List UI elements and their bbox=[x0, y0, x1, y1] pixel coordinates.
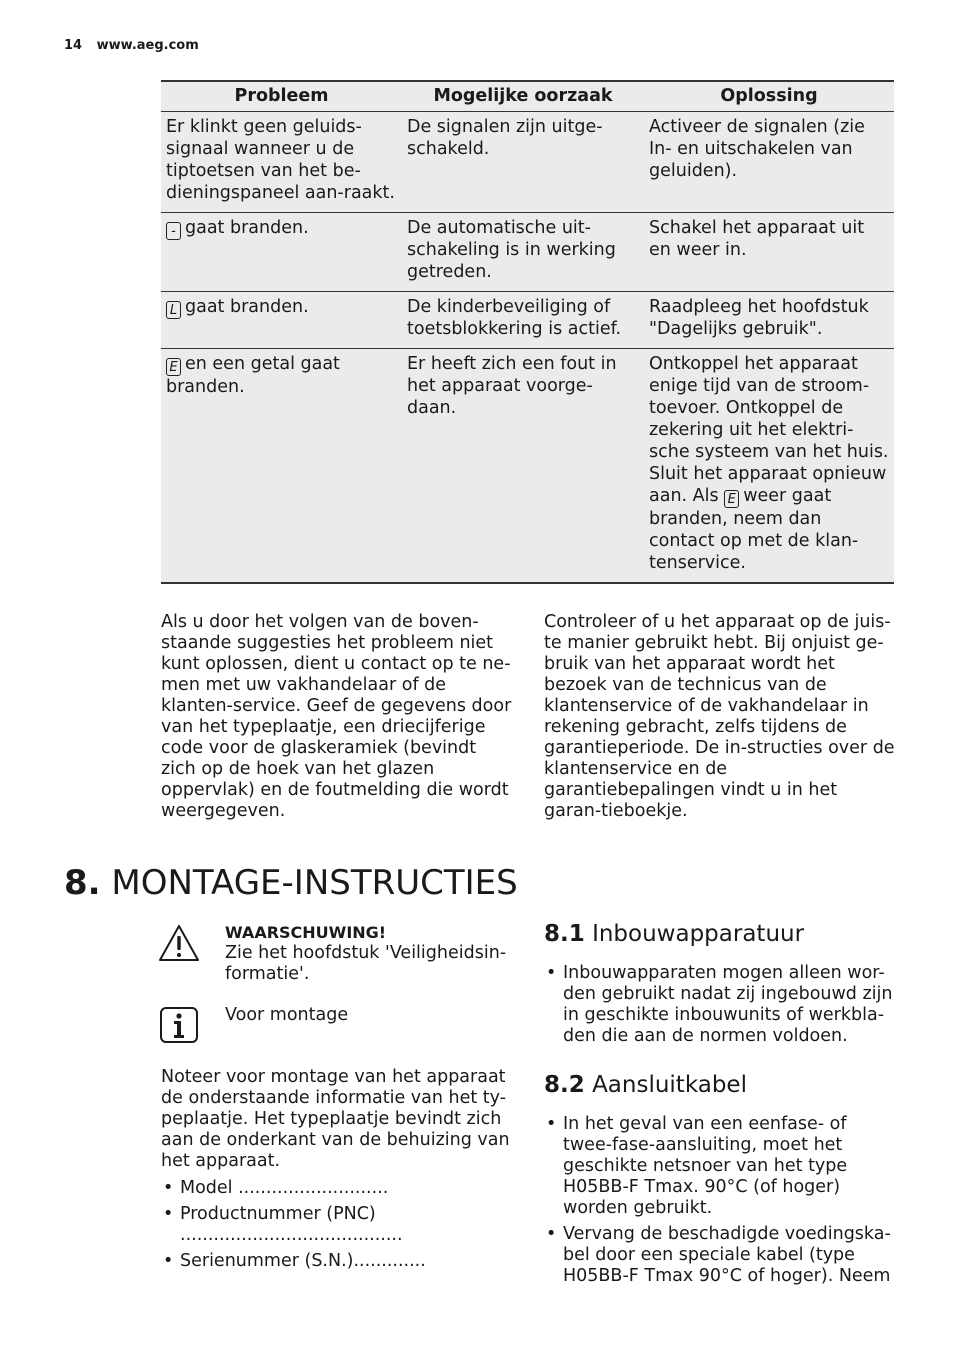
cause-cell: Er heeft zich een fout in het apparaat voorge-daan. bbox=[402, 349, 644, 584]
built-in-list bbox=[544, 963, 894, 1052]
support-paragraph: Als u door het volgen van de boven-staande suggesties het probleem niet kunt oplossen, dient u contact op te ne-men met uw vakhandelaar of de klanten-service. Geef de gegevens door van het typeplaatje, een driecijferige code voor de glaskeramiek (bevindt zich op de hoek van het glazen oppervlak) en de foutmelding die wordt weergegeven. bbox=[161, 612, 512, 821]
troubleshooting-table bbox=[161, 80, 894, 584]
subsection-title bbox=[544, 920, 804, 948]
subsection-number: 8.2 bbox=[544, 1072, 585, 1098]
list-item: • Productnummer (PNC) ........................................ bbox=[161, 1204, 461, 1246]
cause-cell: De automatische uit-schakeling is in werking getreden. bbox=[402, 213, 644, 292]
list-item: • In het geval van een eenfase- of twee-fase-aansluiting, moet het geschikte netsnoer van het type H05BB-F Tmax. 90°C (of hoger) worden gebruikt. bbox=[544, 1114, 894, 1219]
display-symbol-icon: L bbox=[166, 301, 181, 319]
problem-text: gaat branden. bbox=[185, 218, 309, 238]
section-number: 8. bbox=[64, 863, 101, 903]
table-header-row bbox=[161, 81, 894, 112]
solution-text: weer gaat branden, neem dan contact op met de klan-tenservice. bbox=[649, 486, 859, 573]
info-text: Voor montage bbox=[225, 1005, 349, 1025]
subsection-title-text: Inbouwapparatuur bbox=[592, 921, 805, 947]
problem-text: gaat branden. bbox=[185, 297, 309, 317]
list-item: • Inbouwapparaten mogen alleen wor-den gebruikt nadat zij ingebouwd zijn in geschikte inbouwunits of werkbla-den die aan de normen voldoen. bbox=[544, 963, 894, 1047]
page-number: 14 bbox=[64, 38, 83, 53]
field-list bbox=[161, 1178, 461, 1277]
problem-cell bbox=[161, 292, 402, 349]
display-symbol-icon: E bbox=[724, 490, 739, 508]
subsection-number: 8.1 bbox=[544, 921, 585, 947]
solution-cell bbox=[644, 349, 894, 584]
note-paragraph: Noteer voor montage van het apparaat de onderstaande informatie van het ty-peplaatje. Het typeplaatje bevindt zich aan de onderkant van de behuizing van het apparaat. bbox=[161, 1067, 510, 1171]
warning-title: WAARSCHUWING! bbox=[225, 923, 387, 942]
problem-text: en een getal gaat branden. bbox=[166, 354, 340, 397]
page-header bbox=[64, 38, 199, 53]
subsection-title bbox=[544, 1071, 747, 1099]
warning-text: Zie het hoofdstuk 'Veiligheidsin-formatie'. bbox=[225, 943, 507, 984]
solution-cell: Schakel het apparaat uit en weer in. bbox=[644, 213, 894, 292]
table-row bbox=[161, 112, 894, 213]
solution-cell: Activeer de signalen (zie In- en uitschakelen van geluiden). bbox=[644, 112, 894, 213]
warning-triangle-icon bbox=[158, 924, 200, 962]
list-item: • Serienummer (S.N.)............. bbox=[161, 1251, 461, 1272]
subsection-title-text: Aansluitkabel bbox=[592, 1072, 747, 1098]
cause-cell: De signalen zijn uitge-schakeld. bbox=[402, 112, 644, 213]
cause-cell: De kinderbeveiliging of toetsblokkering is actief. bbox=[402, 292, 644, 349]
warning-block bbox=[225, 922, 515, 985]
info-icon bbox=[160, 1007, 198, 1043]
list-item: • Model ........................... bbox=[161, 1178, 461, 1199]
display-symbol-icon: - bbox=[166, 222, 181, 240]
column-header: Probleem bbox=[161, 81, 402, 112]
problem-cell: Er klinkt geen geluids-signaal wanneer u de tiptoetsen van het be-dieningspaneel aan-raakt. bbox=[161, 112, 402, 213]
table-row bbox=[161, 292, 894, 349]
section-title-text: MONTAGE-INSTRUCTIES bbox=[111, 863, 518, 903]
table-row bbox=[161, 213, 894, 292]
solution-text: Ontkoppel het apparaat enige tijd van de stroom-toevoer. Ontkoppel de zekering uit het elektri-sche systeem van het huis. Sluit het apparaat opnieuw aan. Als bbox=[649, 354, 889, 506]
usage-paragraph: Controleer of u het apparaat op de juis-te manier gebruikt hebt. Bij onjuist ge-bruik van het apparaat wordt het bezoek van de technicus van de klantenservice of de vakhandelaar in rekening gebracht, zelfs tijdens de garantieperiode. De in-structies over de klantenservice en de garantiebepalingen vindt u in het garan-tieboekje. bbox=[544, 612, 895, 821]
section-title bbox=[64, 862, 518, 904]
table-row bbox=[161, 349, 894, 584]
column-header: Oplossing bbox=[644, 81, 894, 112]
solution-cell: Raadpleeg het hoofdstuk "Dagelijks gebruik". bbox=[644, 292, 894, 349]
column-header: Mogelijke oorzaak bbox=[402, 81, 644, 112]
list-item: • Vervang de beschadigde voedingska-bel door een speciale kabel (type H05BB-F Tmax 90°C of hoger). Neem bbox=[544, 1224, 894, 1287]
problem-cell bbox=[161, 349, 402, 584]
display-symbol-icon: E bbox=[166, 358, 181, 376]
problem-cell bbox=[161, 213, 402, 292]
site-url[interactable]: www.aeg.com bbox=[96, 38, 199, 53]
cable-list bbox=[544, 1114, 894, 1292]
